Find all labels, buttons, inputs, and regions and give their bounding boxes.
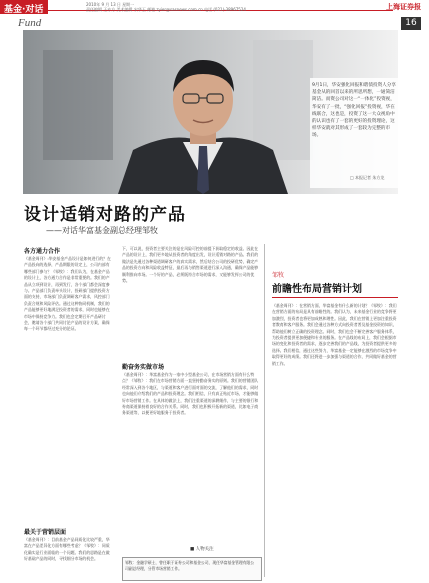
header-editors: 责任编辑 王亦方 美术编辑 宋华玉 邮箱 zyier@sasnews.com.cn 电话 (021)-38967524 <box>86 7 246 12</box>
bio-text: 邹牧：金融学硕士，曾任职于证券公司和基金公司，现任华富基金管理有限公司副总经理，分管市场营销工作。 <box>125 560 255 571</box>
section-heading-3: 勤奋务实做市场 <box>122 364 165 371</box>
middle-column-body: 下，可以说，投资者主要关注的是在风险可控的前提下获取稳定的收益。因此在产品的设计上，我们更多地从投资者的角度出发，设计适销对路的产品。我们的做法是先通过各种渠道调研客户的真实需求，然后结合公司的投研优势，确定产品的投资方向和风险收益特征，最后再与销售渠道进行深入沟通，确保产品能够顺利推向市场。一个好的产品，必须既符合市场的需求，又能够发挥公司的优势。 <box>122 246 259 284</box>
section-heading-2: 最关于营销层面 <box>24 529 67 536</box>
hero-caption: 9月1日，华安强化回报和谐债投资人分享基金从的回首以来的所思所想，一通简洁简洁。而资公司对这一“一体化”投资视，华安有了一批，“强化回报”投资视，华在线联合，这也是，投资了这一大众视角中的认识也有了一套的更好的投资理论，这样华安就对其形成了一套较为完整的市场。 <box>312 83 396 139</box>
left-column-body: 《基金周刊》:华安基金产品设计是如何进行的？在产品投向的选择，产品期限的设定上，公司内部有哪些部门参与？《邹牧》：我们认为，在基金产品的设计上，各方通力合作是非常重要的。我们的产品从立项到设计，再到发行，各个部门都会深度参与。产品部门负责牵头设计，投研部门提供投资方面的支持，市场部门负责调研客户需求，风控部门负责合规和风险评估。通过这种协同机制，我们的产品能够更好地满足投资者的需求，同时也能够在市场中保持竞争力。我们也会定期召开产品研讨会，邀请各个部门共同讨论产品的设计方案，确保每一个环节都经过充分的论证。 <box>24 256 111 332</box>
page-number: 16 <box>401 17 421 30</box>
left-column-body-2: 《基金周刊》：目前基金产品同质化比较严重，华富在产品差异化方面有哪些考虑？《邹牧》：同质化确实是行业面临的一个问题。我们的思路是在做好基础产品的同时，寻找细分市场的机会。 <box>24 537 110 562</box>
newspaper-name: 上海证券报 <box>386 2 421 11</box>
page-header <box>0 0 429 14</box>
photo-credit: □ 本报记者 朱方龙 <box>350 175 385 180</box>
right-column-body: 《基金周刊》：在营销方面，华富基金有什么新的计划？《邹牧》：我们在营销方面的布局是具有前瞻性的。我们认为，未来基金行业的竞争将更加激烈，投资者也将更加成熟和理性。因此，我们在营销上更加注重投资者教育和客户服务。我们会通过各种方式向投资者普及基金投资的知识，帮助他们树立正确的投资理念。同时，我们也会不断完善客户服务体系，为投资者提供更加便捷和专业的服务。在产品线的布局上，我们会根据市场的变化和投资者的需求，逐步完善我们的产品线，为投资者提供更多的选择。我们相信，通过这些努力，华富基金一定能够在激烈的市场竞争中取得更好的成绩。我们还将进一步加强与渠道的合作，共同做好基金的营销工作。 <box>272 303 397 366</box>
section-heading-1: 各方通力合作 <box>24 248 61 255</box>
right-column-title: 前瞻性布局营销计划 <box>272 284 362 295</box>
article-title: 设计适销对路的产品 <box>24 205 186 225</box>
section-name: 基金·对话 <box>4 5 44 15</box>
right-column-kicker: 邹牧 <box>272 272 285 279</box>
middle-column-body-2: 《基金周刊》：华富基金作为一家中小型基金公司，在市场营销方面有什么特点？《邹牧》：我们在市场营销方面一直坚持勤奋务实的原则。我们的营销团队经常深入到各个地区，与渠道和客户进行面对面的交流，了解他们的需求，同时也向他们介绍我们的产品和投资理念。我们相信，只有真正贴近市场，才能够做好市场营销工作。在具体的做法上，我们注重渠道的深耕细作，与主要的银行和券商渠道保持着良好的合作关系。同时，我们也积极开拓新的渠道，比如电子商务渠道等，以便更好地服务于投资者。 <box>122 372 259 416</box>
header-meta <box>86 2 246 12</box>
photo-tag: ■ 人物关注 <box>190 547 214 552</box>
sub-section-name: Fund <box>18 17 42 29</box>
header-date: 2010年 9 月 13 日 星期一 <box>86 2 135 7</box>
right-column-rule <box>272 297 398 298</box>
column-divider <box>264 244 265 577</box>
article-subtitle: ——对话华富基金副总经理邹牧 <box>46 226 158 235</box>
